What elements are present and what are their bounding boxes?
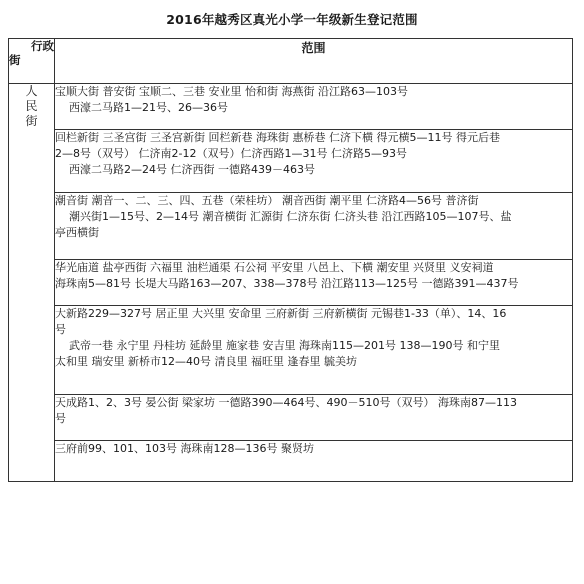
range-line: 潮兴街1—15号、2—14号 潮音横街 汇源街 仁济东街 仁济头巷 沿江西路105—107号、盐 (69, 210, 512, 223)
header-range: 范围 (55, 39, 573, 84)
table-row (9, 130, 573, 193)
table-row (9, 306, 573, 395)
table-row (9, 193, 573, 260)
table-row (9, 395, 573, 441)
range-line: 西濠二马路1—21号、26—36号 (69, 101, 228, 114)
range-line: 华光庙道 盐亭西街 六福里 油栏通渠 石公祠 平安里 八邑上、下横 潮安里 兴贤里 义安祠道 (55, 261, 494, 274)
range-line: 海珠南5—81号 长堤大马路163—207、338—378号 沿江路113—125号 一德路391—437号 (55, 277, 519, 290)
table-row (9, 84, 573, 130)
range-cell (55, 130, 573, 193)
registration-table (8, 38, 573, 482)
range-line: 号 (55, 412, 66, 425)
table-row (9, 441, 573, 482)
range-line: 潮音街 潮音一、二、三、四、五巷（荣桂坊） 潮音西街 潮平里 仁济路4—56号 普济街 (55, 194, 479, 207)
header-street: 行政 街 (9, 39, 55, 84)
range-cell (55, 193, 573, 260)
street-name-cell (9, 84, 55, 482)
range-cell (55, 306, 573, 395)
range-line: 回栏新街 三圣宫街 三圣宫新街 回栏新巷 海珠街 惠桥巷 仁济下横 得元横5—11号 得元后巷 (55, 131, 500, 144)
range-line: 太和里 瑞安里 新桥市12—40号 清良里 福旺里 逢春里 毓美坊 (55, 355, 357, 368)
street-name: 人 民 街 (25, 84, 38, 128)
range-line: 西濠二马路2—24号 仁济西街 一德路439－463号 (69, 163, 315, 176)
range-line: 号 (55, 323, 66, 336)
table-row (9, 260, 573, 306)
range-line: 2—8号（双号） 仁济南2-12（双号）仁济西路1—31号 仁济路5—93号 (55, 147, 407, 160)
page-title: 2016年越秀区真光小学一年级新生登记范围 (166, 12, 418, 27)
range-cell (55, 84, 573, 130)
range-line: 武帝一巷 永宁里 丹桂坊 延龄里 施家巷 安吉里 海珠南115—201号 138—190号 和宁里 (69, 339, 500, 352)
range-line: 亭西横街 (55, 226, 99, 239)
range-cell (55, 441, 573, 482)
range-line: 大新路229—327号 居正里 大兴里 安命里 三府新街 三府新横街 元锡巷1-33（单）、14、16 (55, 307, 507, 320)
range-line: 三府前99、101、103号 海珠南128—136号 聚贤坊 (55, 442, 314, 455)
table-header-row (9, 39, 573, 84)
range-cell (55, 395, 573, 441)
range-line: 宝顺大街 普安街 宝顺二、三巷 安业里 怡和街 海燕街 沿江路63—103号 (55, 85, 408, 98)
range-line: 天成路1、2、3号 晏公街 梁家坊 一德路390—464号、490－510号（双号） 海珠南87—113 (55, 396, 517, 409)
range-cell (55, 260, 573, 306)
